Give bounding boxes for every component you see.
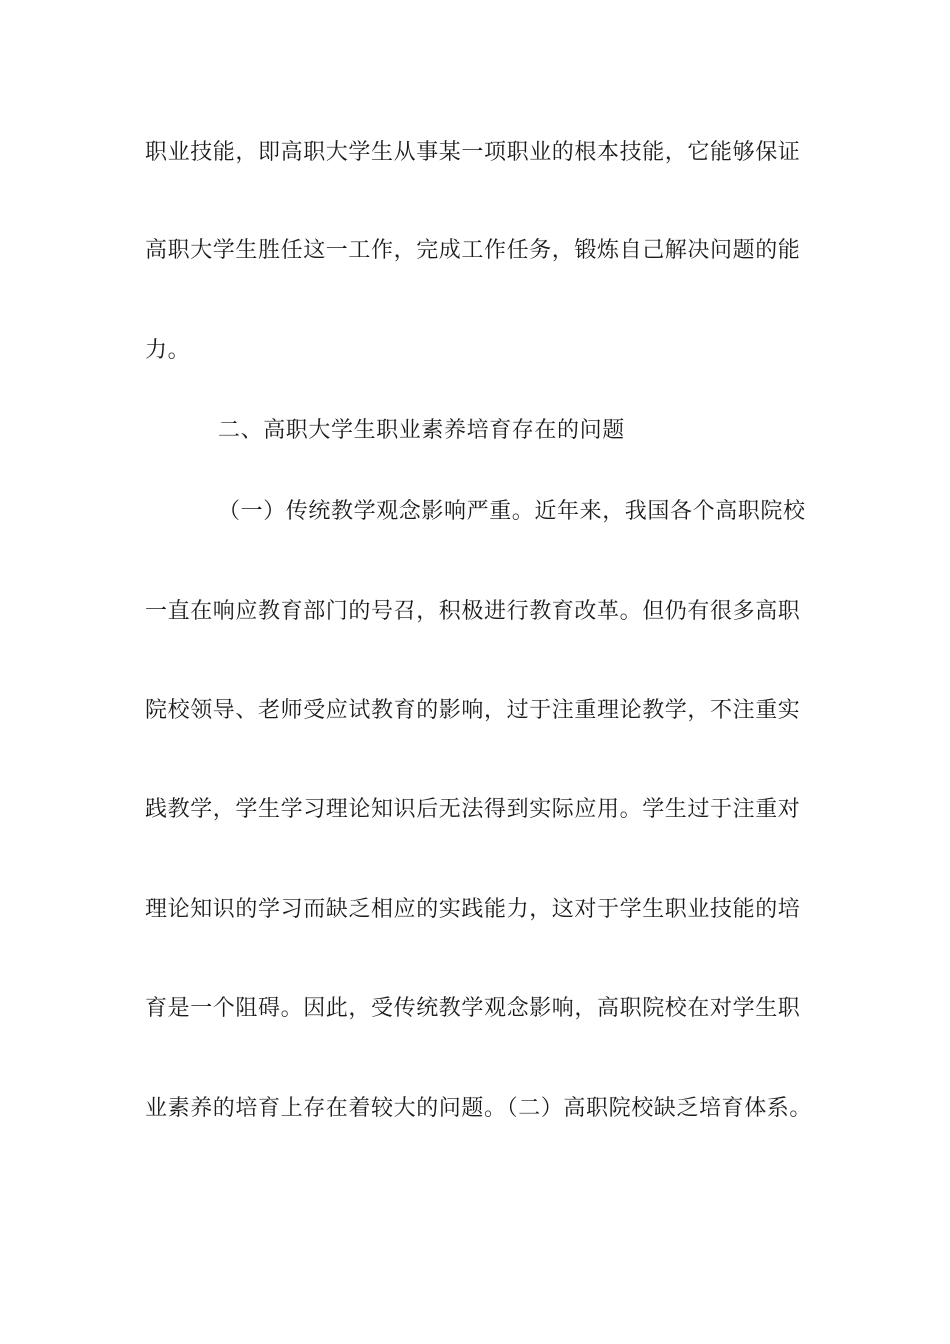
paragraph-line-11: 业素养的培育上存在着较大的问题。（二）高职院校缺乏培育体系。 <box>145 1096 813 1121</box>
paragraph-line-9: 理论知识的学习而缺乏相应的实践能力，这对于学生职业技能的培 <box>145 897 801 922</box>
paragraph-line-7: 院校领导、老师受应试教育的影响，过于注重理论教学，不注重实 <box>145 698 801 723</box>
paragraph-line-10: 育是一个阻碍。因此，受传统教学观念影响，高职院校在对学生职 <box>145 996 801 1021</box>
section-heading: 二、高职大学生职业素养培育存在的问题 <box>218 418 625 443</box>
paragraph-line-5: （一）传统教学观念影响严重。近年来，我国各个高职院校 <box>218 499 806 524</box>
paragraph-line-2: 高职大学生胜任这一工作，完成工作任务，锻炼自己解决问题的能 <box>145 238 801 263</box>
paragraph-line-1: 职业技能，即高职大学生从事某一项职业的根本技能，它能够保证 <box>145 140 801 165</box>
paragraph-line-3: 力。 <box>145 338 191 363</box>
paragraph-line-6: 一直在响应教育部门的号召，积极进行教育改革。但仍有很多高职 <box>145 599 801 624</box>
paragraph-line-8: 践教学，学生学习理论知识后无法得到实际应用。学生过于注重对 <box>145 797 801 822</box>
